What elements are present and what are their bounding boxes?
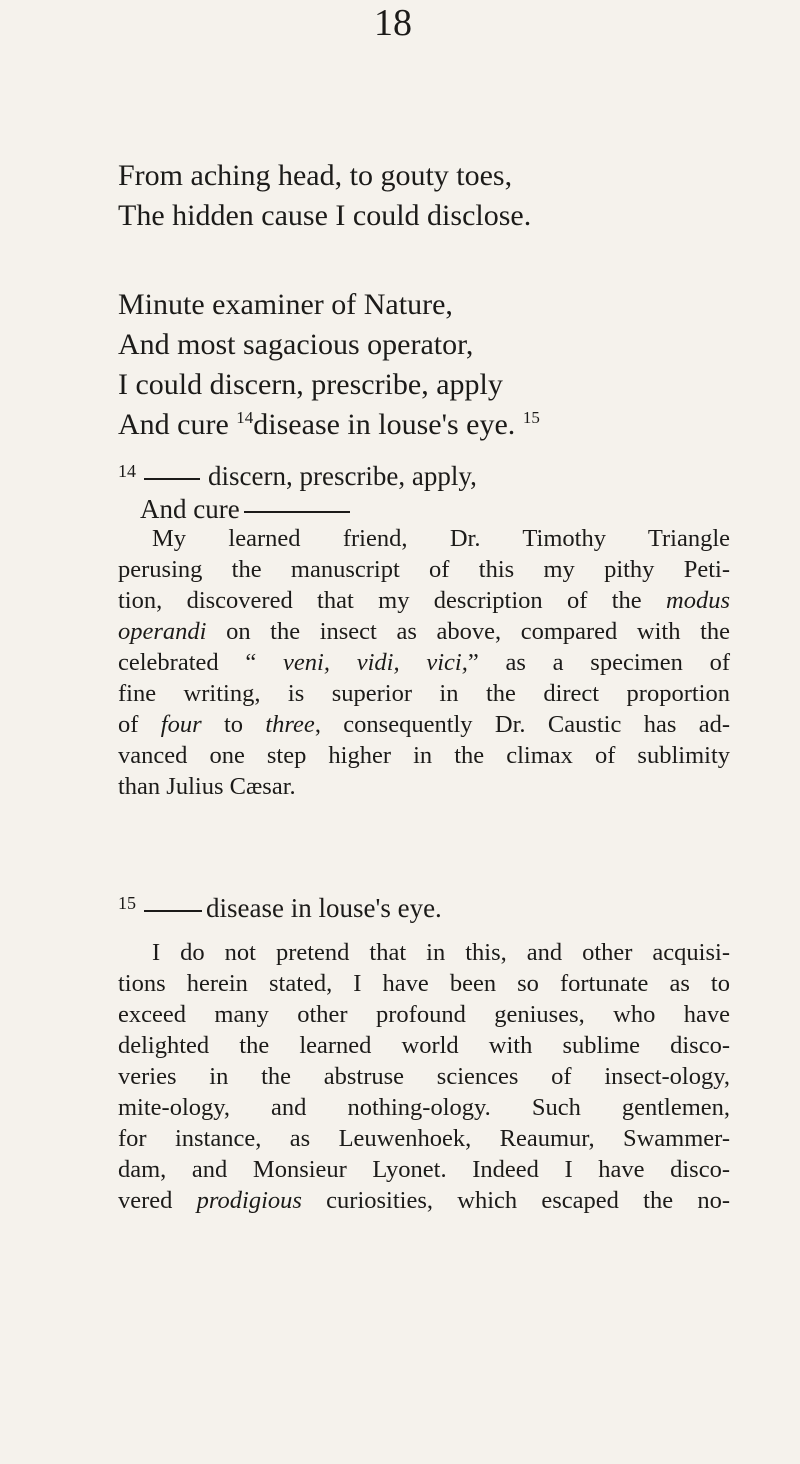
text-line: perusing the manuscript of this my pithy Peti- xyxy=(118,556,730,583)
verse-line: The hidden cause I could disclose. xyxy=(118,199,532,232)
verse-line: And most sagacious operator, xyxy=(118,328,474,361)
text-run: , consequently Dr. Caustic has ad- xyxy=(314,711,731,738)
lemma-text: discern, prescribe, apply, xyxy=(208,461,477,491)
text-run: celebrated “ xyxy=(118,649,284,676)
text-line: than Julius Cæsar. xyxy=(118,773,296,800)
verse-line: Minute examiner of Nature, xyxy=(118,288,453,321)
lemma-text: And cure xyxy=(140,494,240,524)
text-line: veries in the abstruse sciences of insect-ology, xyxy=(118,1063,730,1090)
verse-text: And cure xyxy=(118,408,237,441)
text-line xyxy=(118,1185,730,1216)
text-line: fine writing, is superior in the direct proportion xyxy=(118,680,730,707)
text-line: exceed many other profound geniuses, who have xyxy=(118,1001,730,1028)
text-line: vanced one step higher in the climax of sublimity xyxy=(118,742,730,769)
lemma-dash xyxy=(144,910,202,912)
lemma-dash xyxy=(244,511,350,513)
footnote-ref-14: 14 xyxy=(236,408,254,427)
text-line xyxy=(118,709,730,740)
verse-stanza-1 xyxy=(118,156,531,236)
lemma-dash xyxy=(144,478,200,480)
verse-line: I could discern, prescribe, apply xyxy=(118,368,503,401)
verse-text: disease in louse's eye. xyxy=(253,408,523,441)
page-number: 18 xyxy=(374,2,412,44)
verse-line: From aching head, to gouty toes, xyxy=(118,159,513,192)
italic-run: veni, vidi, vici, xyxy=(283,649,468,676)
italic-run: four xyxy=(160,711,202,738)
verse-line xyxy=(118,405,540,445)
footnote-14-body xyxy=(118,523,730,802)
text-line: mite-ology, and nothing-ology. Such gentlemen, xyxy=(118,1094,730,1121)
text-run: on the insect as above, compared with the xyxy=(206,618,730,645)
verse-stanza-2 xyxy=(118,285,540,445)
text-run: of xyxy=(118,711,161,738)
text-run: vered xyxy=(118,1187,197,1214)
text-line: tions herein stated, I have been so fortunate as to xyxy=(118,970,730,997)
italic-run: prodigious xyxy=(196,1187,302,1214)
text-line: My learned friend, Dr. Timothy Triangle xyxy=(152,525,730,552)
text-run: curiosities, which escaped the no- xyxy=(301,1187,730,1214)
text-line xyxy=(118,585,730,616)
text-line: for instance, as Leuwenhoek, Reaumur, Swammer- xyxy=(118,1125,730,1152)
text-line: I do not pretend that in this, and other acquisi- xyxy=(152,939,730,966)
text-run: ” as a specimen of xyxy=(467,649,730,676)
text-run: tion, discovered that my description of the xyxy=(118,587,667,614)
text-line: dam, and Monsieur Lyonet. Indeed I have disco- xyxy=(118,1156,730,1183)
italic-run: three xyxy=(265,711,315,738)
footnote-15-lemma xyxy=(118,892,442,925)
footnote-14-lemma xyxy=(118,460,477,526)
footnote-ref-15: 15 xyxy=(522,408,540,427)
footnote-number: 14 xyxy=(118,461,136,481)
footnote-15-body xyxy=(118,937,730,1216)
footnote-number: 15 xyxy=(118,893,136,913)
lemma-text: disease in louse's eye. xyxy=(206,893,442,923)
text-run: to xyxy=(201,711,266,738)
text-line xyxy=(118,647,730,678)
italic-run: modus xyxy=(666,587,730,614)
italic-run: operandi xyxy=(118,618,207,645)
text-line: delighted the learned world with sublime disco- xyxy=(118,1032,730,1059)
text-line xyxy=(118,616,730,647)
